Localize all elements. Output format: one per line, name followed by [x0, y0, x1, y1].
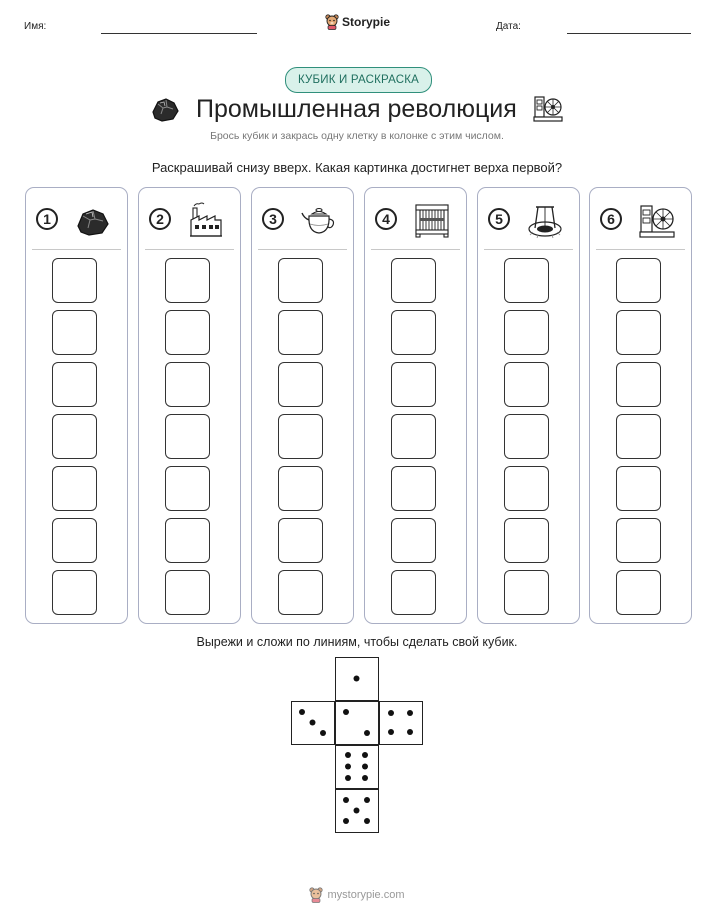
column-6: [589, 187, 692, 624]
factory-icon: [187, 202, 225, 240]
brand-logo: [325, 13, 390, 31]
color-cell[interactable]: [52, 258, 97, 303]
color-cell[interactable]: [165, 570, 210, 615]
column-number: 4: [375, 208, 397, 230]
color-cell[interactable]: [278, 466, 323, 511]
column-divider: [596, 249, 685, 250]
color-cell[interactable]: [504, 414, 549, 459]
color-cell[interactable]: [52, 414, 97, 459]
color-cell[interactable]: [616, 570, 661, 615]
column-divider: [484, 249, 573, 250]
color-cell[interactable]: [616, 258, 661, 303]
title-row: [0, 92, 714, 132]
coal-icon: [74, 202, 112, 240]
color-cell[interactable]: [278, 518, 323, 563]
worksheet-header: [0, 0, 714, 50]
column-1: [25, 187, 128, 624]
date-label: Дата:: [496, 21, 521, 32]
color-cell[interactable]: [52, 518, 97, 563]
column-divider: [258, 249, 347, 250]
bear-mascot-icon: [309, 887, 323, 903]
color-cell[interactable]: [391, 570, 436, 615]
column-divider: [145, 249, 234, 250]
dice-face-5: [335, 789, 379, 833]
column-3: [251, 187, 354, 624]
color-cell[interactable]: [165, 310, 210, 355]
color-cell[interactable]: [391, 466, 436, 511]
color-cell[interactable]: [504, 310, 549, 355]
coloring-instruction: Раскрашивай снизу вверх. Какая картинка достигнет верха первой?: [151, 160, 563, 175]
bear-mascot-icon: [325, 14, 339, 30]
color-cell[interactable]: [391, 310, 436, 355]
color-cell[interactable]: [278, 570, 323, 615]
color-cell[interactable]: [616, 518, 661, 563]
color-cell[interactable]: [391, 518, 436, 563]
footer-url[interactable]: mystorypie.com: [327, 889, 405, 901]
dice-columns: [25, 187, 690, 624]
color-cell[interactable]: [391, 414, 436, 459]
color-cell[interactable]: [504, 570, 549, 615]
color-cell[interactable]: [278, 258, 323, 303]
color-cell[interactable]: [52, 570, 97, 615]
name-label: Имя:: [24, 21, 47, 32]
page-title: Промышленная революция: [196, 95, 517, 123]
color-cell[interactable]: [504, 518, 549, 563]
color-cell[interactable]: [165, 362, 210, 407]
column-divider: [32, 249, 121, 250]
coal-icon: [149, 94, 181, 124]
color-cell[interactable]: [616, 414, 661, 459]
name-line[interactable]: [101, 33, 257, 34]
brand-name: Storypie: [342, 15, 391, 29]
dice-face-4: [379, 701, 423, 745]
color-cell[interactable]: [52, 466, 97, 511]
column-number: 5: [488, 208, 510, 230]
column-header: [26, 202, 127, 240]
color-cell[interactable]: [165, 518, 210, 563]
color-cell[interactable]: [52, 310, 97, 355]
color-cell[interactable]: [616, 362, 661, 407]
column-number: 6: [600, 208, 622, 230]
color-cell[interactable]: [278, 414, 323, 459]
color-cell[interactable]: [52, 362, 97, 407]
column-header: [252, 202, 353, 240]
column-header: [139, 202, 240, 240]
color-cell[interactable]: [165, 466, 210, 511]
loom-icon: [413, 202, 451, 240]
teapot-icon: [300, 202, 338, 240]
cut-instruction: Вырежи и сложи по линиям, чтобы сделать свой кубик.: [196, 635, 518, 649]
date-line[interactable]: [567, 33, 691, 34]
color-cell[interactable]: [165, 414, 210, 459]
column-number: 1: [36, 208, 58, 230]
dice-face-6: [335, 745, 379, 789]
color-cell[interactable]: [504, 362, 549, 407]
activity-badge: КУБИК И РАСКРАСКА: [285, 67, 432, 93]
column-header: [590, 202, 691, 240]
footer: [0, 885, 714, 905]
color-cell[interactable]: [504, 466, 549, 511]
column-4: [364, 187, 467, 624]
color-cell[interactable]: [165, 258, 210, 303]
color-cell[interactable]: [278, 310, 323, 355]
color-cell[interactable]: [391, 362, 436, 407]
color-cell[interactable]: [616, 466, 661, 511]
column-divider: [371, 249, 460, 250]
column-header: [478, 202, 579, 240]
column-2: [138, 187, 241, 624]
color-cell[interactable]: [278, 362, 323, 407]
steam-engine-icon: [533, 94, 563, 124]
column-5: [477, 187, 580, 624]
dice-face-1: [335, 657, 379, 701]
color-cell[interactable]: [391, 258, 436, 303]
color-cell[interactable]: [504, 258, 549, 303]
dice-face-2: [335, 701, 379, 745]
subtitle: Брось кубик и закрась одну клетку в колонке с этим числом.: [210, 130, 504, 142]
column-number: 2: [149, 208, 171, 230]
dice-face-3: [291, 701, 335, 745]
color-cell[interactable]: [616, 310, 661, 355]
column-number: 3: [262, 208, 284, 230]
mine-shaft-icon: [526, 202, 564, 240]
column-header: [365, 202, 466, 240]
steam-engine-icon: [638, 202, 676, 240]
